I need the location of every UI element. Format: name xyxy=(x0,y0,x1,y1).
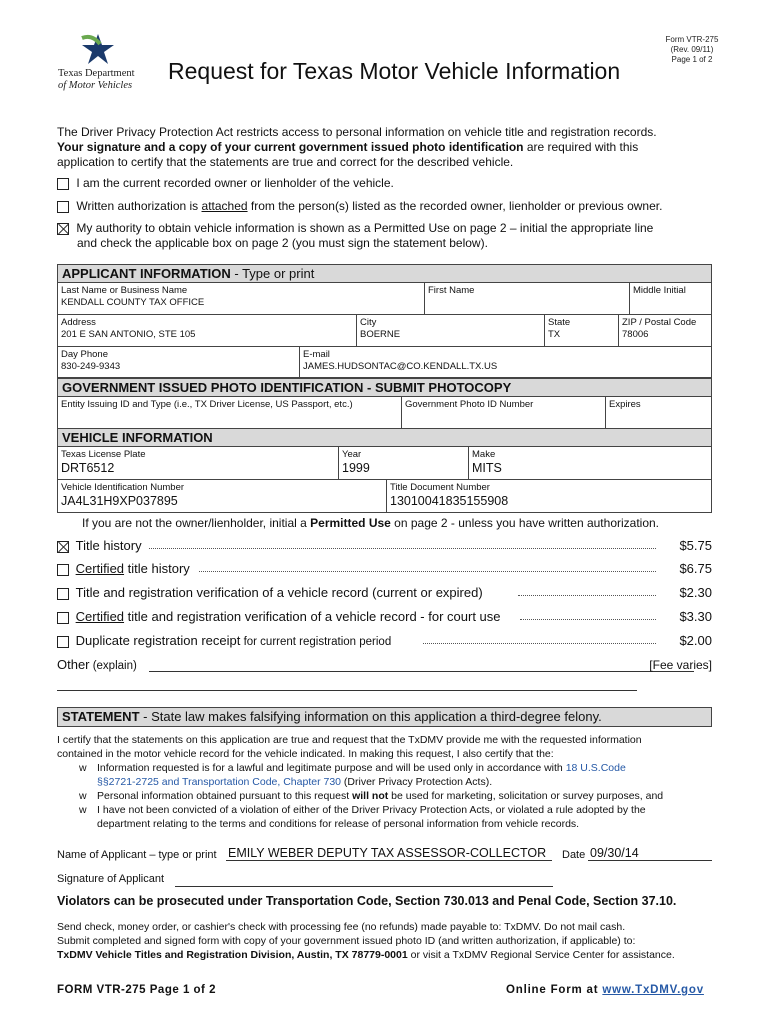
vin-label: Vehicle Identification Number xyxy=(61,482,185,493)
footer-online xyxy=(506,984,704,996)
footer-form-id: FORM VTR-275 Page 1 of 2 xyxy=(57,984,216,996)
pu-line2: and check the applicable box on page 2 (you must sign the statement below). xyxy=(77,236,488,250)
logo-line1: Texas Department xyxy=(58,68,135,79)
fee-title-reg-verification[interactable] xyxy=(57,585,712,601)
b2-post: be used for marketing, solicitation or survey purposes, and xyxy=(388,790,664,802)
city-label: City xyxy=(360,317,377,328)
statement-p2: contained in the motor vehicle record for the vehicle indicated. In making this request, I also certify that the: xyxy=(57,748,554,760)
form-number xyxy=(662,35,722,65)
leader-dots xyxy=(520,619,656,620)
fee-price: $2.30 xyxy=(679,585,712,600)
leader-dots xyxy=(518,595,656,596)
duplicate-registration-checkbox[interactable] xyxy=(57,636,69,648)
certified-court-checkbox[interactable] xyxy=(57,612,69,624)
page-title: Request for Texas Motor Vehicle Information xyxy=(168,58,621,84)
permitted-use-notice xyxy=(82,516,659,531)
statement-p1: I certify that the statements on this application are true and request that the TxDMV provide me with the requested information xyxy=(57,734,642,746)
id-expires-field[interactable] xyxy=(605,396,712,429)
state-label: State xyxy=(548,317,571,328)
title-doc-value: 13010041835155908 xyxy=(390,494,509,508)
id-number-field[interactable] xyxy=(401,396,606,429)
leader-dots xyxy=(423,643,656,644)
signature-label: Signature of Applicant xyxy=(57,873,165,885)
last-name-label: Last Name or Business Name xyxy=(61,285,188,296)
fee-label xyxy=(76,609,501,624)
fee-label-underline: Certified xyxy=(75,561,125,576)
footer-online-label: Online Form at xyxy=(506,984,603,996)
fee-label-small: for current registration period xyxy=(240,636,392,648)
b3-line1: I have not been convicted of a violation of either of the Driver Privacy Protection Acts, or violated a rule adopted by the xyxy=(97,804,646,816)
intro-line1: The Driver Privacy Protection Act restricts access to personal information on vehicle title and registration records. xyxy=(57,125,657,139)
b3-line2: department relating to the terms and conditions for release of personal information from vehicle records. xyxy=(97,818,580,830)
b1-post: (Driver Privacy Protection Acts). xyxy=(341,776,493,788)
send-instructions xyxy=(57,920,722,962)
statement-bullet-1 xyxy=(57,761,717,789)
leader-dots xyxy=(149,548,656,549)
other-explain: (explain) xyxy=(89,660,137,672)
id-entity-field[interactable] xyxy=(57,396,402,429)
last-name-value: KENDALL COUNTY TAX OFFICE xyxy=(61,297,205,308)
intro xyxy=(57,125,727,170)
intro-line2-rest: are required with this xyxy=(523,140,639,154)
txdmv-link[interactable]: www.TxDMV.gov xyxy=(602,984,704,996)
option-permitted-use[interactable] xyxy=(57,221,653,251)
form-rev: (Rev. 09/11) xyxy=(670,45,714,54)
fee-title-history[interactable] xyxy=(57,538,712,554)
name-label: Name of Applicant – type or print xyxy=(57,849,217,861)
bullet-icon: w xyxy=(79,790,87,802)
year-field[interactable] xyxy=(338,446,469,480)
zip-field[interactable] xyxy=(618,314,712,347)
send-line1: Send check, money order, or cashier's check with processing fee (no refunds) made payable to: TxDMV. Do not mail cash. xyxy=(57,921,626,933)
fee-label-rest: title history xyxy=(124,561,190,576)
statement-body xyxy=(57,733,717,831)
photo-id-heading: GOVERNMENT ISSUED PHOTO IDENTIFICATION - SUBMIT PHOTOCOPY xyxy=(57,378,712,397)
fee-price: $5.75 xyxy=(679,538,712,553)
bullet-icon: w xyxy=(79,804,87,816)
date-label: Date xyxy=(562,849,586,861)
wa-pre: Written authorization is xyxy=(76,199,202,213)
address-label: Address xyxy=(61,317,96,328)
id-entity-label: Entity Issuing ID and Type (i.e., TX Driver License, US Passport, etc.) xyxy=(61,399,353,410)
intro-line2-bold: Your signature and a copy of your current government issued photo identification xyxy=(57,140,524,154)
fee-price: $2.00 xyxy=(679,633,712,648)
date-value[interactable]: 09/30/14 xyxy=(590,846,639,860)
fee-label xyxy=(76,633,392,648)
make-field[interactable] xyxy=(468,446,712,480)
make-value: MITS xyxy=(472,461,502,475)
state-field[interactable] xyxy=(544,314,619,347)
email-value: JAMES.HUDSONTAC@CO.KENDALL.TX.US xyxy=(303,361,498,372)
other-explain-input[interactable] xyxy=(149,671,694,672)
title-doc-label: Title Document Number xyxy=(390,482,490,493)
zip-value: 78006 xyxy=(622,329,649,340)
fee-certified-court[interactable] xyxy=(57,609,712,625)
fee-label: Title and registration verification of a vehicle record (current or expired) xyxy=(75,585,483,600)
logo-line2: of Motor Vehicles xyxy=(58,80,133,91)
logo xyxy=(58,32,140,92)
signature-line[interactable] xyxy=(175,886,553,887)
phone-field[interactable] xyxy=(57,346,300,378)
phone-value: 830-249-9343 xyxy=(61,361,121,372)
title-history-checkbox[interactable] xyxy=(57,541,69,553)
bullet-icon: w xyxy=(79,762,87,774)
address-field[interactable] xyxy=(57,314,357,347)
applicant-heading xyxy=(57,264,712,283)
send-line3-rest: or visit a TxDMV Regional Service Center for assistance. xyxy=(407,949,675,961)
notice-pre: If you are not the owner/lienholder, initial a xyxy=(82,516,311,530)
usc-link[interactable]: 18 U.S.Code xyxy=(565,762,626,774)
applicant-heading-sub: - Type or print xyxy=(230,266,315,281)
other-fee: [Fee varies] xyxy=(649,658,712,672)
wa-post: from the person(s) listed as the recorded owner, lienholder or previous owner. xyxy=(247,199,663,213)
state-value: TX xyxy=(548,329,561,340)
form-page: Page 1 of 2 xyxy=(671,55,713,64)
fee-label-main: Duplicate registration receipt xyxy=(75,633,241,648)
date-line xyxy=(588,860,712,861)
name-line xyxy=(226,860,552,861)
b2-pre: Personal information obtained pursuant to this request xyxy=(97,790,353,802)
year-label: Year xyxy=(342,449,362,460)
leader-dots xyxy=(199,571,656,572)
statement-heading xyxy=(57,707,712,727)
id-expires-label: Expires xyxy=(609,399,641,410)
wa-underline: attached xyxy=(201,199,248,213)
fee-price: $3.30 xyxy=(679,609,712,624)
fee-label-rest: title and registration verification of a vehicle record - for court use xyxy=(124,609,501,624)
title-reg-verification-checkbox[interactable] xyxy=(57,588,69,600)
send-line3 xyxy=(57,948,722,962)
fee-price: $6.75 xyxy=(679,561,712,576)
pu-line1: My authority to obtain vehicle information is shown as a Permitted Use on page 2 – initial the appropriate line xyxy=(76,221,654,235)
vin-value: JA4L31H9XP037895 xyxy=(61,494,178,508)
middle-initial-field[interactable] xyxy=(629,282,712,315)
email-field[interactable] xyxy=(299,346,712,378)
plate-value: DRT6512 xyxy=(61,461,115,475)
other-explain-line2[interactable] xyxy=(57,690,637,691)
city-field[interactable] xyxy=(356,314,545,347)
option-owner-label: I am the current recorded owner or lienholder of the vehicle. xyxy=(76,176,394,190)
owner-checkbox[interactable] xyxy=(57,178,69,190)
option-owner[interactable] xyxy=(57,176,394,191)
address-value: 201 E SAN ANTONIO, STE 105 xyxy=(61,329,196,340)
vehicle-heading: VEHICLE INFORMATION xyxy=(57,428,712,447)
intro-line3: application to certify that the statements are true and correct for the described vehicle. xyxy=(57,155,514,169)
statement-heading-sub: - State law makes falsifying information on this application a third-degree felony. xyxy=(139,709,602,724)
send-line3-bold: TxDMV Vehicle Titles and Registration Division, Austin, TX 78779-0001 xyxy=(57,949,408,961)
b2-bold: will not xyxy=(352,790,389,802)
written-auth-checkbox[interactable] xyxy=(57,201,69,213)
applicant-name[interactable]: EMILY WEBER DEPUTY TAX ASSESSOR-COLLECTOR xyxy=(228,846,547,860)
last-name-field[interactable] xyxy=(57,282,425,315)
fee-other[interactable] xyxy=(57,657,712,674)
fee-certified-title-history[interactable] xyxy=(57,561,712,577)
intro-line2 xyxy=(57,140,727,155)
fee-label xyxy=(76,561,190,576)
statement-bullet-3 xyxy=(57,803,717,831)
fee-duplicate-registration[interactable] xyxy=(57,633,712,650)
certified-title-history-checkbox[interactable] xyxy=(57,564,69,576)
transportation-code-link[interactable]: §§2721-2725 and Transportation Code, Chapter 730 xyxy=(97,776,342,788)
phone-label: Day Phone xyxy=(61,349,109,360)
notice-bold: Permitted Use xyxy=(310,516,391,530)
statement-heading-text: STATEMENT xyxy=(62,709,140,724)
fee-label: Title history xyxy=(75,538,142,553)
vin-field[interactable] xyxy=(57,479,387,513)
statement-bullet-2 xyxy=(57,789,717,803)
plate-label: Texas License Plate xyxy=(61,449,146,460)
city-value: BOERNE xyxy=(360,329,401,340)
violators-warning: Violators can be prosecuted under Transportation Code, Section 730.013 and Penal Code, Section 37.10. xyxy=(57,894,677,908)
year-value: 1999 xyxy=(342,461,370,475)
b1-pre: Information requested is for a lawful and legitimate purpose and will be used only in accordance with xyxy=(97,762,566,774)
first-name-field[interactable] xyxy=(424,282,630,315)
middle-initial-label: Middle Initial xyxy=(633,285,686,296)
star-logo-icon xyxy=(78,32,118,66)
option-written-auth-label xyxy=(76,199,662,213)
option-written-auth[interactable] xyxy=(57,199,662,214)
first-name-label: First Name xyxy=(428,285,475,296)
applicant-heading-text: APPLICANT INFORMATION xyxy=(62,266,231,281)
fee-label-underline: Certified xyxy=(75,609,125,624)
email-label: E-mail xyxy=(303,349,330,360)
make-label: Make xyxy=(472,449,496,460)
title-doc-field[interactable] xyxy=(386,479,712,513)
id-number-label: Government Photo ID Number xyxy=(405,399,534,410)
other-label: Other xyxy=(57,657,90,672)
plate-field[interactable] xyxy=(57,446,339,480)
zip-label: ZIP / Postal Code xyxy=(622,317,697,328)
permitted-use-checkbox[interactable] xyxy=(57,223,69,235)
send-line2: Submit completed and signed form with copy of your government issued photo ID (and written authorization, if applicable) to: xyxy=(57,935,636,947)
notice-post: on page 2 - unless you have written authorization. xyxy=(390,516,660,530)
form-no: Form VTR-275 xyxy=(665,35,719,44)
